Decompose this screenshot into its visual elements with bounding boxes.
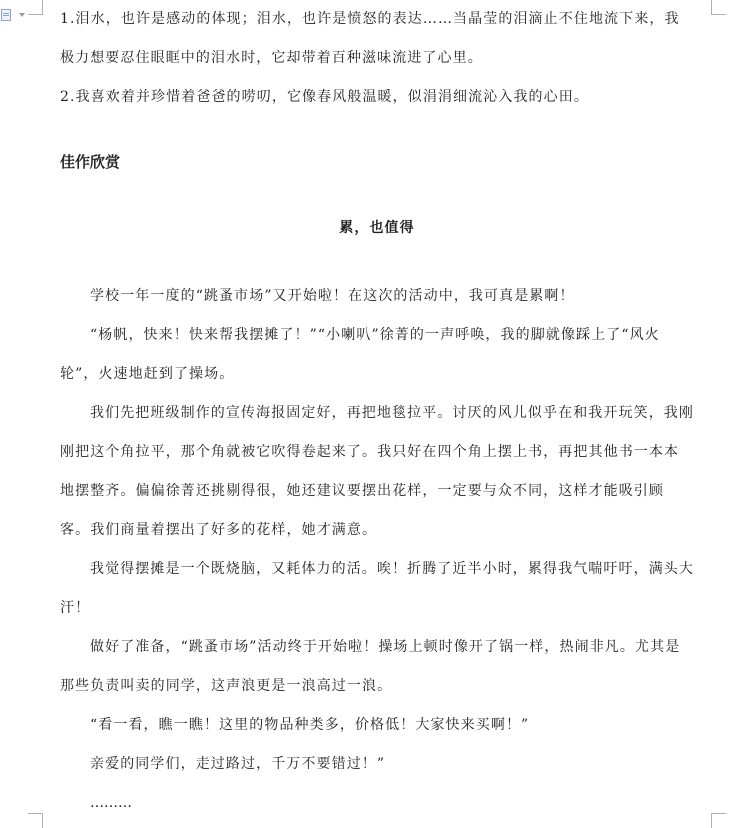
document-icon xyxy=(1,9,11,21)
chevron-down-icon[interactable] xyxy=(19,13,25,17)
essay-paragraph: “杨帆，快来！快来帮我摆摊了！”“小喇叭”徐菁的一声呼唤，我的脚就像踩上了“风火轮”，火速地赶到了操场。 xyxy=(60,327,660,382)
essay-body xyxy=(60,277,694,823)
page-corner-top-right xyxy=(711,0,726,15)
section-heading: 佳作欣赏 xyxy=(60,153,121,171)
page-corner-bottom-left xyxy=(28,813,43,828)
trailing-ellipsis: ……… xyxy=(90,795,132,811)
essay-paragraph: 学校一年一度的“跳蚤市场”又开始啦！在这次的活动中，我可真是累啊！ xyxy=(90,288,575,304)
essay-title: 累，也值得 xyxy=(339,220,415,236)
paragraph-handle[interactable] xyxy=(0,4,30,26)
essay-paragraph: 做好了准备，“跳蚤市场”活动终于开始啦！操场上顿时像开了锅一样，热闹非凡。尤其是那些负责叫卖的同学，这声浪更是一浪高过一浪。 xyxy=(60,639,681,694)
page-corner-top-left xyxy=(28,0,43,15)
list-item: 1.泪水，也许是感动的体现；泪水，也许是愤怒的表达……当晶莹的泪滴止不住地流下来，我极力想要忍住眼眶中的泪水时，它却带着百种滋味流进了心里。 xyxy=(60,11,680,66)
answer-list xyxy=(60,0,694,117)
essay-paragraph: 我觉得摆摊是一个既烧脑，又耗体力的活。唉！折腾了近半小时，累得我气喘吁吁，满头大汗！ xyxy=(60,561,694,616)
page-corner-bottom-right xyxy=(711,813,726,828)
list-item: 2.我喜欢着并珍惜着爸爸的唠叨，它像春风般温暖，似涓涓细流沁入我的心田。 xyxy=(60,89,589,105)
essay-paragraph: 我们先把班级制作的宣传海报固定好，再把地毯拉平。讨厌的风儿似乎在和我开玩笑，我刚刚把这个角拉平，那个角就被它吹得卷起来了。我只好在四个角上摆上书，再把其他书一本本地摆整齐。偏偏徐菁还挑剔得很，她还建议要摆出花样，一定要与众不同，这样才能吸引顾客。我们商量着摆出了好多的花样，她才满意。 xyxy=(60,405,694,538)
essay-paragraph: 亲爱的同学们，走过路过，千万不要错过！” xyxy=(90,756,386,772)
essay-paragraph: “看一看，瞧一瞧！这里的物品种类多，价格低！大家快来买啊！” xyxy=(90,717,530,733)
